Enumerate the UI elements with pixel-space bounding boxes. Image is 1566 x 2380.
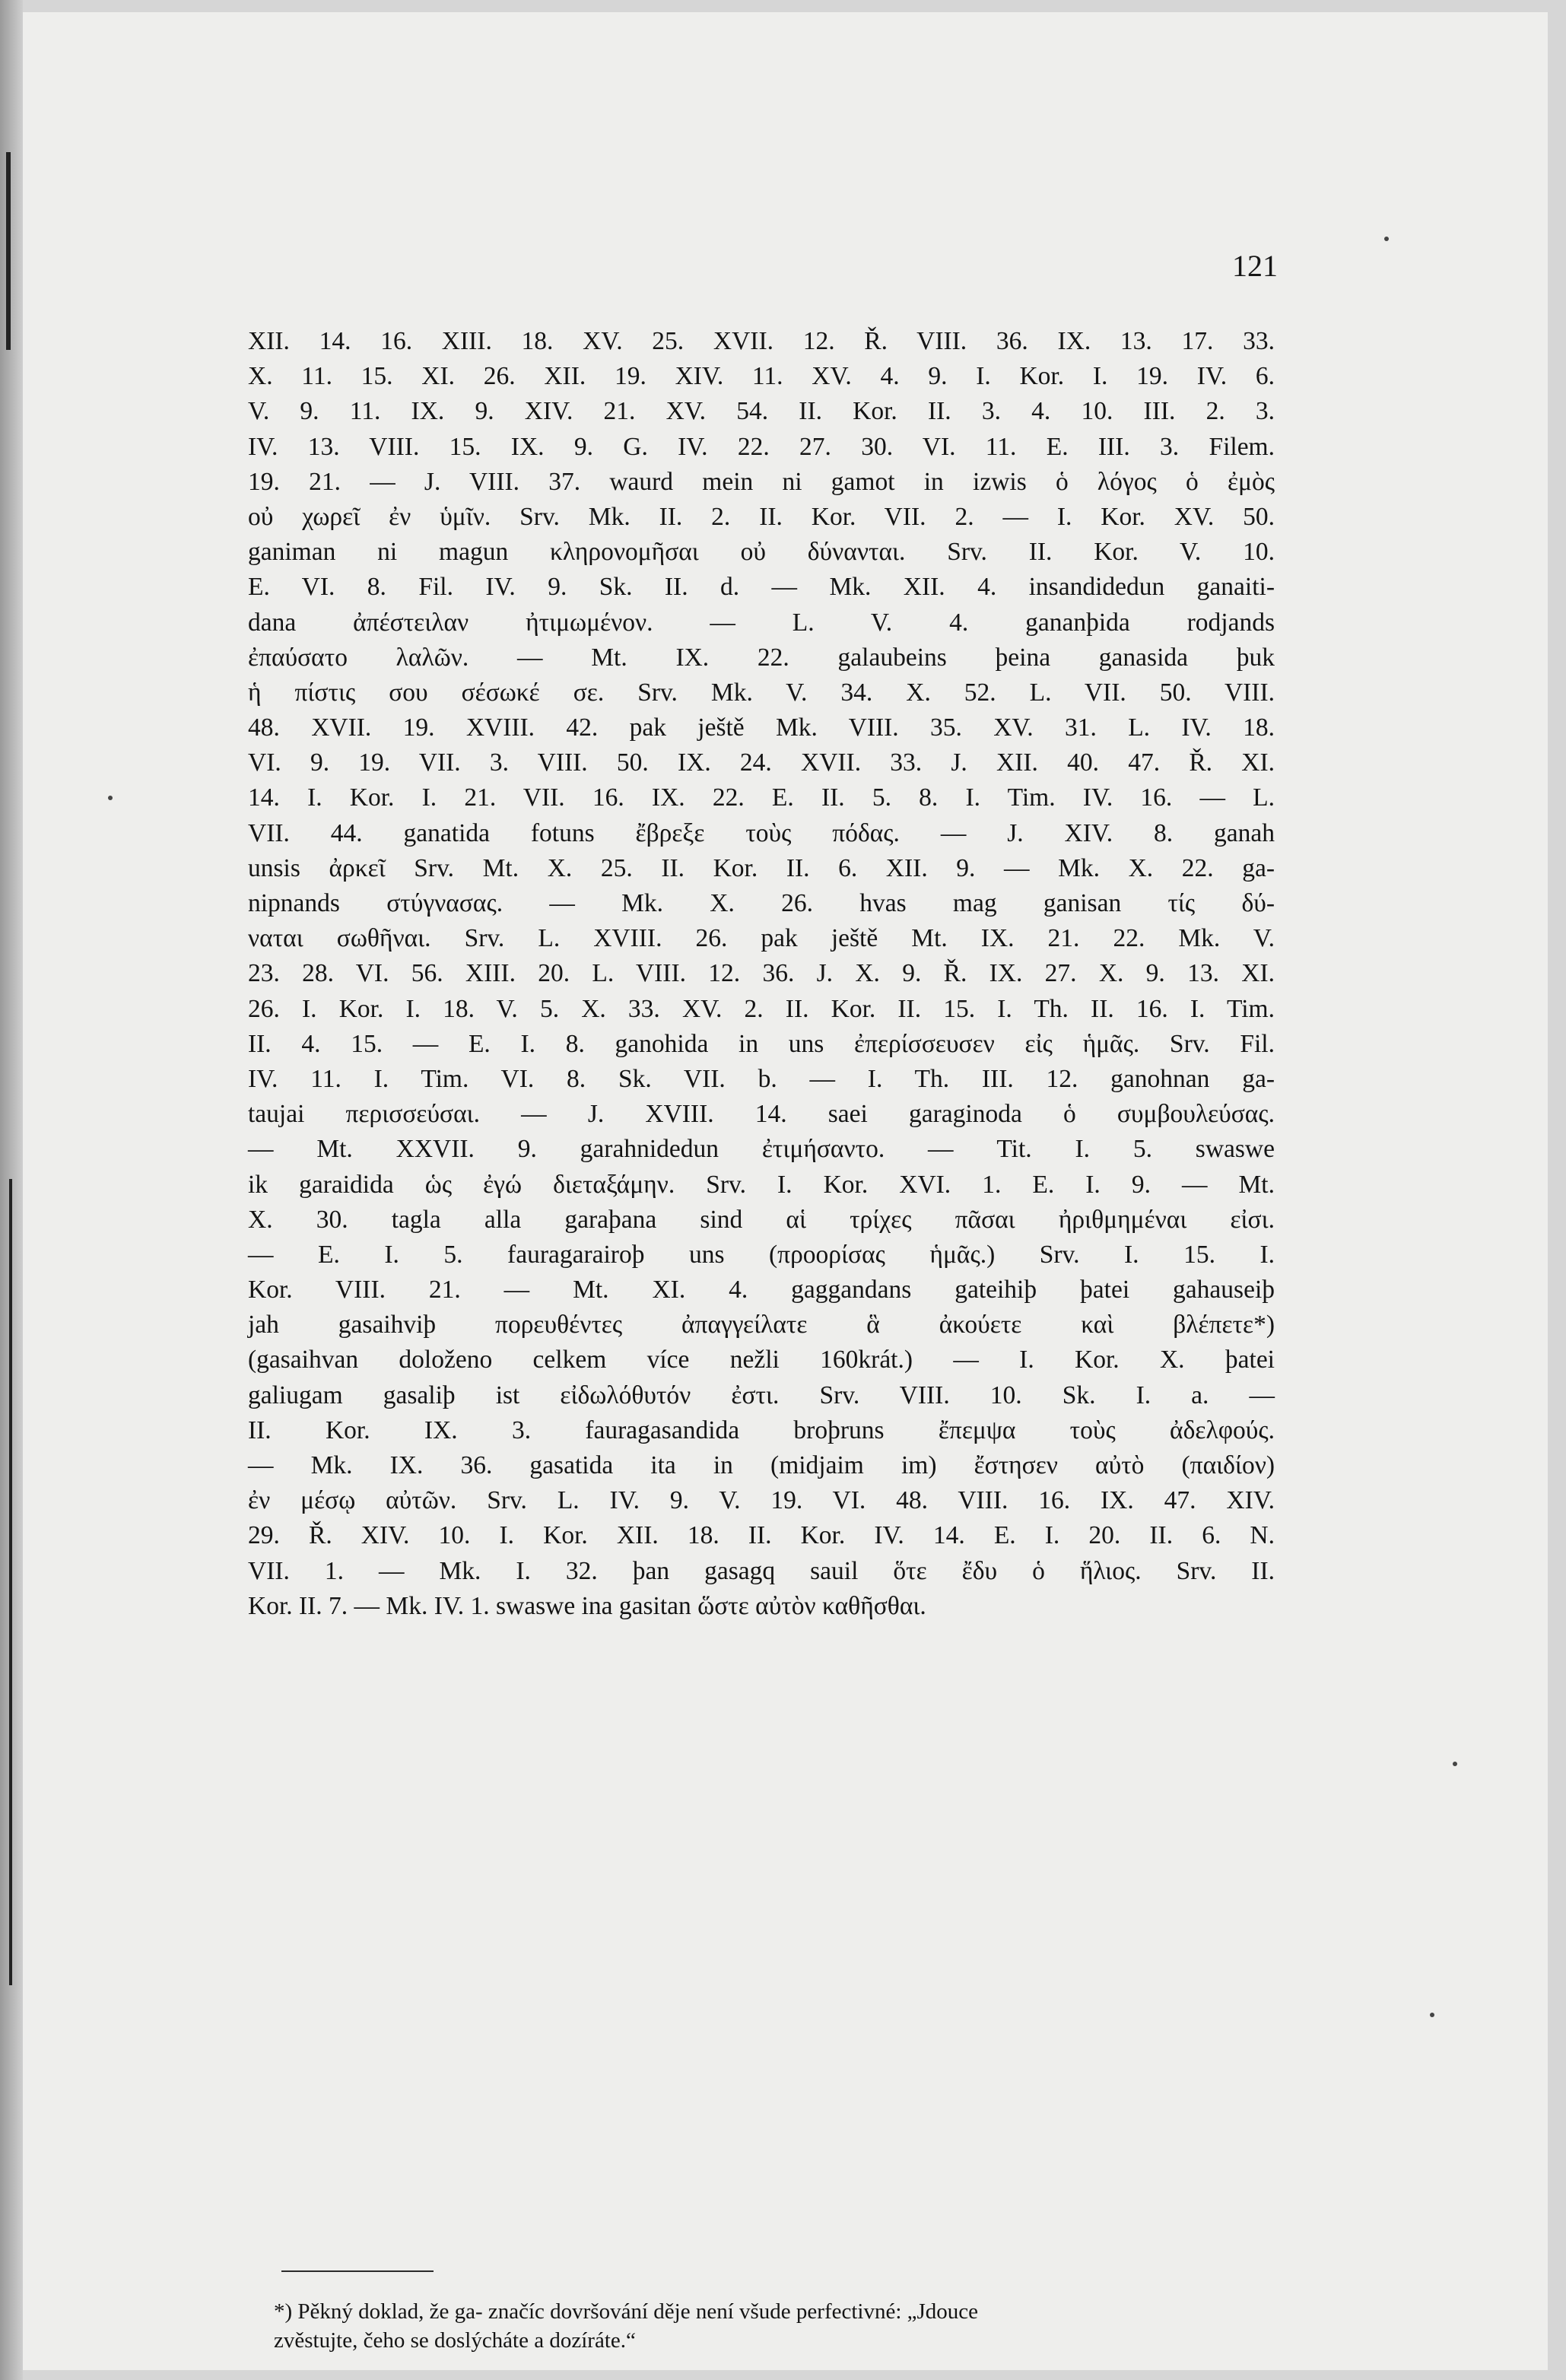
footnote-line: *) Pěkný doklad, že ga- značíc dovršování děje není všude perfectivné: „Jdouce xyxy=(274,2299,979,2324)
text-line: II. Kor. IX. 3. fauragasandida broþruns ἔπεμψα τοὺς ἀδελφούς. xyxy=(248,1416,1275,1444)
text-line: IV. 11. I. Tim. VI. 8. Sk. VII. b. — I. Th. III. 12. ganohnan ga- xyxy=(248,1064,1275,1093)
text-line: — Mk. IX. 36. gasatida ita in (midjaim im) ἔστησεν αὐτὸ (παιδίον) xyxy=(248,1451,1275,1479)
text-line: IV. 13. VIII. 15. IX. 9. G. IV. 22. 27. 30. VI. 11. E. III. 3. Filem. xyxy=(248,432,1275,461)
speck xyxy=(1453,1762,1457,1766)
text-line: οὐ χωρεῖ ἐν ὑμῖν. Srv. Mk. II. 2. II. Kor. VII. 2. — I. Kor. XV. 50. xyxy=(248,502,1275,531)
text-line: 26. I. Kor. I. 18. V. 5. X. 33. XV. 2. II. Kor. II. 15. I. Th. II. 16. I. Tim. xyxy=(248,994,1275,1023)
text-line: nipnands στύγνασας. — Mk. X. 26. hvas mag ganisan τίς δύ- xyxy=(248,889,1275,917)
text-line: taujai περισσεύσαι. — J. XVIII. 14. saei garaginoda ὁ συμβουλεύσας. xyxy=(248,1100,1275,1129)
speck xyxy=(1384,237,1389,241)
text-line: X. 11. 15. XI. 26. XII. 19. XIV. 11. XV. 4. 9. I. Kor. I. 19. IV. 6. xyxy=(248,362,1275,391)
text-line: XII. 14. 16. XIII. 18. XV. 25. XVII. 12. Ř. VIII. 36. IX. 13. 17. 33. xyxy=(248,327,1275,355)
text-line: X. 30. tagla alla garaþana sind αἱ τρίχες πᾶσαι ἠριθμημέναι εἰσι. xyxy=(248,1205,1275,1234)
text-line: ἡ πίστις σου σέσωκέ σε. Srv. Mk. V. 34. X. 52. L. VII. 50. VIII. xyxy=(248,678,1275,707)
footnote-rule xyxy=(281,2270,434,2272)
text-line: 14. I. Kor. I. 21. VII. 16. IX. 22. E. II. 5. 8. I. Tim. IV. 16. — L. xyxy=(248,783,1275,812)
text-line: galiugam gasaliþ ist εἰδωλόθυτόν ἐστι. Srv. VIII. 10. Sk. I. a. — xyxy=(248,1381,1275,1409)
text-line: ganiman ni magun κληρονομῆσαι οὐ δύνανται. Srv. II. Kor. V. 10. xyxy=(248,538,1275,567)
text-line: II. 4. 15. — E. I. 8. ganohida in uns ἐπερίσσευσεν εἰς ἡμᾶς. Srv. Fil. xyxy=(248,1029,1275,1058)
scan-mark xyxy=(6,152,11,350)
text-line: 48. XVII. 19. XVIII. 42. pak ještě Mk. VIII. 35. XV. 31. L. IV. 18. xyxy=(248,713,1275,742)
text-line: VI. 9. 19. VII. 3. VIII. 50. IX. 24. XVII. 33. J. XII. 40. 47. Ř. XI. xyxy=(248,748,1275,777)
footnote xyxy=(274,2297,1278,2355)
text-line: VII. 44. ganatida fotuns ἔβρεξε τοὺς πόδας. — J. XIV. 8. ganah xyxy=(248,818,1275,847)
text-line: 23. 28. VI. 56. XIII. 20. L. VIII. 12. 36. J. X. 9. Ř. IX. 27. X. 9. 13. XI. xyxy=(248,959,1275,988)
text-line: Kor. II. 7. — Mk. IV. 1. swaswe ina gasitan ὥστε αὐτὸν καθῆσθαι. xyxy=(248,1591,926,1620)
text-line: E. VI. 8. Fil. IV. 9. Sk. II. d. — Mk. XII. 4. insandidedun ganaiti- xyxy=(248,573,1275,602)
text-line: jah gasaihviþ πορευθέντες ἀπαγγείλατε ἃ ἀκούετε καὶ βλέπετε*) xyxy=(248,1311,1275,1339)
text-line: 29. Ř. XIV. 10. I. Kor. XII. 18. II. Kor. IV. 14. E. I. 20. II. 6. N. xyxy=(248,1521,1275,1550)
text-line: 19. 21. — J. VIII. 37. waurd mein ni gamot in izwis ὁ λόγος ὁ ἐμὸς xyxy=(248,467,1275,496)
text-line: VII. 1. — Mk. I. 32. þan gasagq sauil ὅτε ἔδυ ὁ ἥλιος. Srv. II. xyxy=(248,1556,1275,1585)
text-line: dana ἀπέστειλαν ἠτιμωμένον. — L. V. 4. gananþida rodjands xyxy=(248,608,1275,637)
body-text xyxy=(248,324,1275,1624)
text-line: ναται σωθῆναι. Srv. L. XVIII. 26. pak ještě Mt. IX. 21. 22. Mk. V. xyxy=(248,924,1275,953)
text-line: Kor. VIII. 21. — Mt. XI. 4. gaggandans gateihiþ þatei gahauseiþ xyxy=(248,1276,1275,1304)
text-line: V. 9. 11. IX. 9. XIV. 21. XV. 54. II. Kor. II. 3. 4. 10. III. 2. 3. xyxy=(248,397,1275,426)
page-number: 121 xyxy=(1232,249,1278,283)
text-line: — Mt. XXVII. 9. garahnidedun ἐτιμήσαντο. — Tit. I. 5. swaswe xyxy=(248,1135,1275,1164)
text-line: — E. I. 5. fauragarairoþ uns (προορίσας ἡμᾶς.) Srv. I. 15. I. xyxy=(248,1240,1275,1269)
text-line: ἐπαύσατο λαλῶν. — Mt. IX. 22. galaubeins þeina ganasida þuk xyxy=(248,643,1275,672)
scan-mark xyxy=(9,1179,12,1985)
scan-edge xyxy=(0,0,23,2380)
text-line: (gasaihvan doloženo celkem více nežli 160krát.) — I. Kor. X. þatei xyxy=(248,1346,1275,1374)
text-line: ἐν μέσῳ αὐτῶν. Srv. L. IV. 9. V. 19. VI. 48. VIII. 16. IX. 47. XIV. xyxy=(248,1486,1275,1515)
speck xyxy=(1430,2013,1434,2017)
speck xyxy=(108,796,113,800)
footnote-line: zvěstujte, čeho se doslýcháte a dozíráte.“ xyxy=(274,2328,636,2353)
text-line: unsis ἀρκεῖ Srv. Mt. X. 25. II. Kor. II. 6. XII. 9. — Mk. X. 22. ga- xyxy=(248,853,1275,882)
text-line: ik garaidida ὡς ἐγώ διεταξάμην. Srv. I. Kor. XVI. 1. E. I. 9. — Mt. xyxy=(248,1170,1275,1199)
